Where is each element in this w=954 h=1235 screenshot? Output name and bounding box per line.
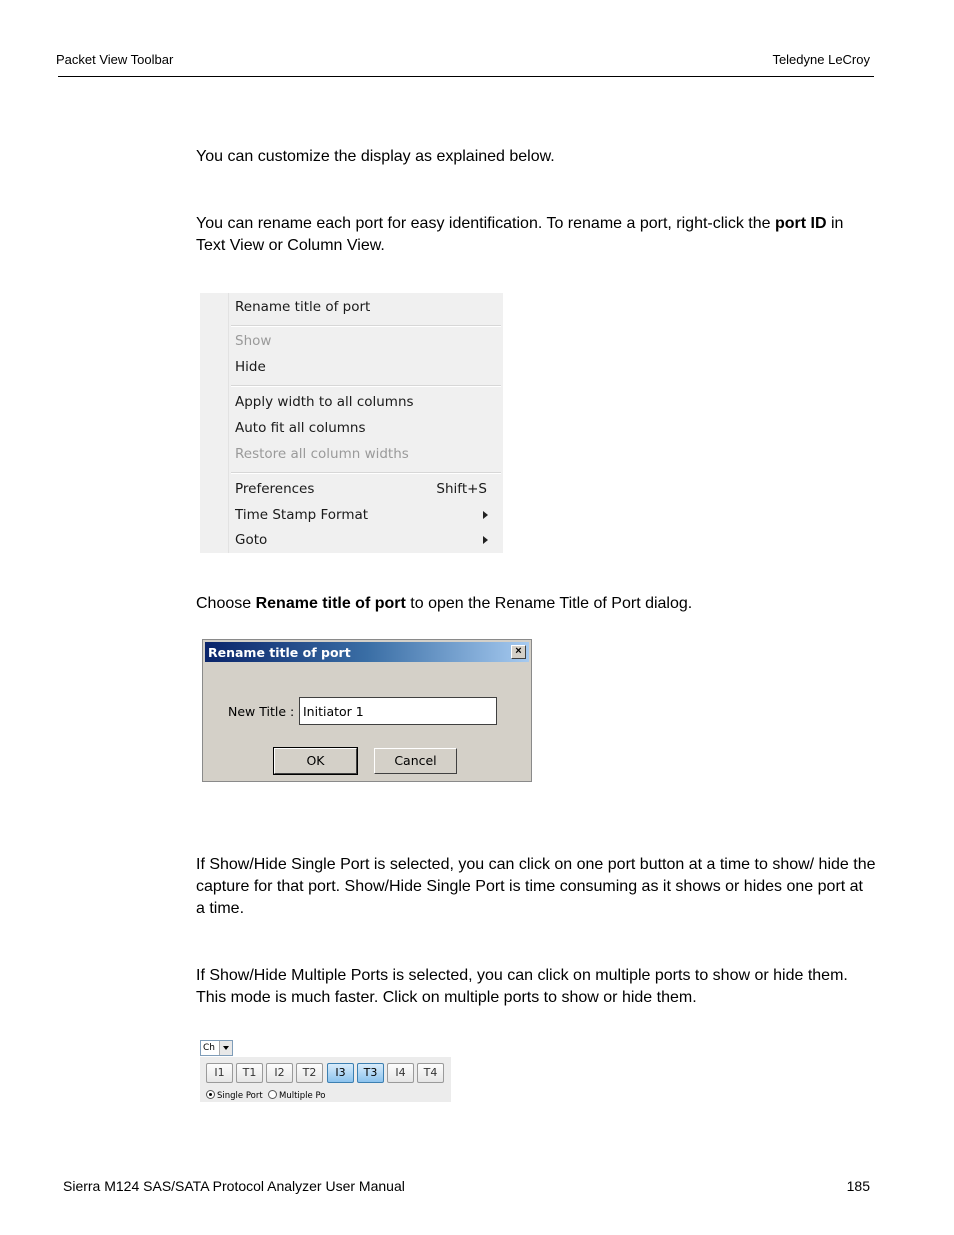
channel-combo[interactable] [200, 1040, 233, 1056]
chevron-down-icon[interactable] [219, 1041, 232, 1055]
header-company: Teledyne LeCroy [772, 52, 870, 67]
port-button-t4[interactable]: T4 [417, 1063, 444, 1083]
ok-button[interactable]: OK [274, 748, 357, 774]
radio-label: Single Port [217, 1091, 263, 1101]
port-button-t2[interactable]: T2 [296, 1063, 323, 1083]
header-section-title: Packet View Toolbar [56, 52, 174, 67]
text-run: Choose [196, 595, 256, 612]
submenu-arrow-icon [483, 511, 488, 519]
menu-separator [231, 472, 501, 474]
menu-item-preferences[interactable] [235, 478, 493, 500]
close-icon[interactable]: × [511, 645, 526, 659]
menu-item-apply-width[interactable]: Apply width to all columns [235, 394, 414, 410]
header-rule [58, 76, 874, 77]
port-button-t3[interactable]: T3 [357, 1063, 384, 1083]
combo-value: Ch [203, 1043, 215, 1053]
menu-item-label: Time Stamp Format [235, 507, 369, 523]
bold-port-id: port ID [774, 215, 827, 232]
menu-item-hide[interactable]: Hide [235, 359, 266, 375]
menu-item-show[interactable]: Show [235, 333, 272, 349]
menu-separator [231, 385, 501, 387]
paragraph-single-port: If Show/Hide Single Port is selected, you can click on one port button at a time to show/ hide the capture for that port. Show/Hide Single Port is time consuming as it shows or hides one port at a time. [196, 856, 876, 917]
paragraph-intro: You can customize the display as explained below. [196, 148, 555, 165]
paragraph-choose [196, 593, 876, 615]
submenu-arrow-icon [483, 536, 488, 544]
radio-unchecked-icon [268, 1090, 277, 1099]
new-title-input[interactable] [299, 697, 497, 725]
paragraph-multiple-ports: If Show/Hide Multiple Ports is selected, you can click on multiple ports to show or hide them. This mode is much faster. Click on multiple ports to show or hide them. [196, 967, 848, 1006]
paragraph-rename [196, 213, 876, 257]
port-button-i4[interactable]: I4 [387, 1063, 414, 1083]
context-menu [200, 293, 503, 553]
text-run: in Text View or Column View. [196, 215, 844, 254]
port-toolbar [200, 1040, 451, 1102]
port-button-i1[interactable]: I1 [206, 1063, 233, 1083]
port-button-i2[interactable]: I2 [266, 1063, 293, 1083]
footer-manual-title: Sierra M124 SAS/SATA Protocol Analyzer User Manual [63, 1178, 405, 1194]
menu-item-goto[interactable] [235, 529, 493, 551]
menu-item-label: Goto [235, 532, 268, 548]
menu-item-label: Preferences [235, 481, 315, 497]
menu-shortcut: Shift+S [436, 481, 487, 497]
dialog-title: Rename title of port [208, 645, 351, 660]
menu-item-restore-widths[interactable]: Restore all column widths [235, 446, 409, 462]
menu-separator [231, 325, 501, 327]
port-button-t1[interactable]: T1 [236, 1063, 263, 1083]
menu-item-auto-fit[interactable]: Auto fit all columns [235, 420, 366, 436]
page-number: 185 [846, 1178, 870, 1194]
radio-label: Multiple Po [279, 1091, 326, 1101]
text-run: to open the Rename Title of Port dialog. [405, 595, 693, 612]
radio-multiple-ports[interactable] [268, 1090, 326, 1102]
port-button-i3[interactable]: I3 [327, 1063, 354, 1083]
dialog-titlebar[interactable] [205, 642, 529, 662]
rename-dialog [202, 639, 532, 782]
new-title-label: New Title : [228, 704, 295, 719]
radio-checked-icon [206, 1090, 215, 1099]
menu-item-rename-title[interactable]: Rename title of port [235, 299, 371, 315]
menu-item-timestamp-format[interactable] [235, 504, 493, 526]
radio-single-port[interactable] [206, 1090, 263, 1102]
cancel-button[interactable]: Cancel [374, 748, 457, 774]
menu-gutter [200, 293, 229, 553]
bold-rename-title: Rename title of port [255, 595, 406, 612]
text-run: You can rename each port for easy identification. To rename a port, right-click the [196, 215, 775, 232]
